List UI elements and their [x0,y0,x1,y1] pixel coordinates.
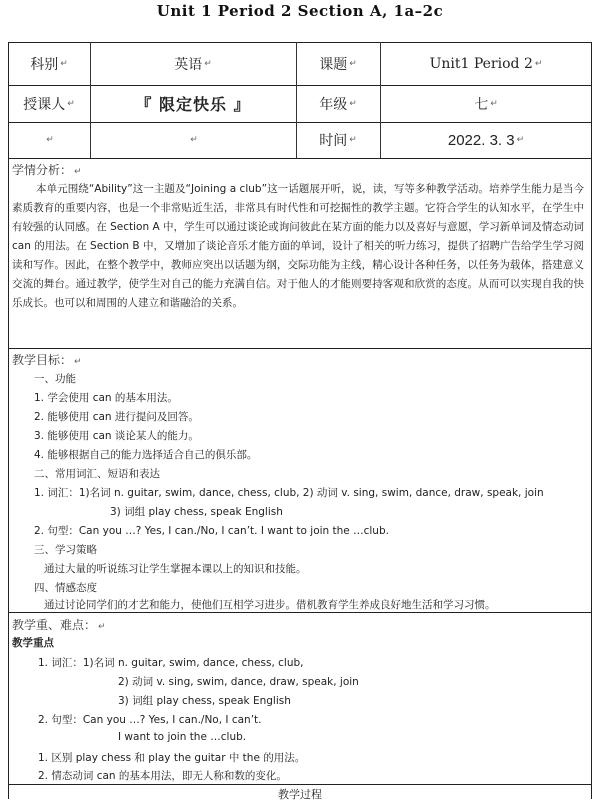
paragraph-mark: ↵ [98,622,106,632]
teacher-value-cell [90,85,296,122]
topic-label: 课题 [319,56,348,73]
topic-value: Unit1 Period 2 [429,55,533,72]
paragraph-mark: ↵ [67,98,75,109]
page-title: Unit 1 Period 2 Section A, 1a–2c [156,2,444,20]
key-points-heading-text: 教学重、难点： [12,618,97,632]
objective-line: 通过讨论同学们的才艺和能力，使他们互相学习进步。借机教育学生养成良好地生活和学习习惯。 [44,599,496,611]
empty-cell [8,122,90,158]
paragraph-mark: ↵ [490,98,498,109]
paragraph-mark: ↵ [74,167,82,177]
key-points-subheading: 教学重点 [12,637,54,649]
key-point-line: 1. 词汇：1)名词 n. guitar, swim, dance, chess, club, [38,657,304,669]
objectives-heading-text: 教学目标： [12,353,73,367]
paragraph-mark: ↵ [46,135,54,145]
objective-line: 2. 能够使用 can 进行提问及回答。 [34,411,199,423]
paragraph-mark: ↵ [349,135,357,145]
paragraph-mark: ↵ [516,135,525,145]
objective-line: 通过大量的听说练习让学生掌握本课以上的知识和技能。 [44,563,307,575]
table-rule [8,784,592,785]
objective-line: 2. 句型：Can you …? Yes, I can./No, I can’t. I want to join the …club. [34,525,389,537]
key-point-line: 2. 情态动词 can 的基本用法，即无人称和数的变化。 [38,770,287,782]
objective-line: 1. 词汇：1)名词 n. guitar, swim, dance, chess, club, 2) 动词 v. sing, swim, dance, draw, speak, join [34,487,544,499]
objective-line: 四、情感态度 [34,582,97,594]
grade-value: 七 [474,96,489,113]
key-point-line: 2) 动词 v. sing, swim, dance, draw, speak, join [118,676,359,688]
paragraph-mark: ↵ [190,135,198,145]
key-point-line: 1. 区别 play chess 和 play the guitar 中 the 的用法。 [38,752,306,764]
objective-line: 3) 词组 play chess, speak English [110,506,283,518]
objective-line: 一、功能 [34,373,76,385]
teacher-value: 『 限定快乐 』 [135,95,251,114]
grade-label: 年级 [319,96,348,113]
objective-line: 3. 能够使用 can 谈论某人的能力。 [34,430,199,442]
subject-value: 英语 [174,56,203,73]
objective-line: 4. 能够根据自己的能力选择适合自己的俱乐部。 [34,449,258,461]
paragraph-mark: ↵ [74,357,82,367]
table-rule [8,612,592,613]
grade-value-cell [380,85,592,122]
paragraph-mark: ↵ [534,58,543,69]
paragraph-mark: ↵ [349,58,357,69]
analysis-text: 本单元围绕“Ability”这一主题及“Joining a club”这一话题展开听，说，读，写等多种教学活动。培养学生能力是当今素质教育的重要内容，也是一个非常贴近生活，非常具有时代性和可挖掘性的教学主题。它符合学生的认知水平，在学生中有较强的认同感。在 Section A 中，学生可以通过谈论或询问彼此在某方面的能力以及喜好与意愿，学习新单词及情态动词 can 的用法。在 Section B 中，又增加了谈论音乐才能方面的单词，设计了相关的听力练习，提供了招聘广告给学生学习阅读和写作。因此，在整个教学中，教师应突出以话题为纲，交际功能为主线，精心设计各种任务，以任务为载体，搭建意义交流的舞台。通过教学，使学生对自己的能力充满自信。对于他人的才能则要持客观和欣赏的态度。从而可以实现自我的快乐成长。也可以和周围的人建立和谐融洽的关系。 [12,183,584,309]
time-value: 2022. 3. 3 [447,131,515,149]
subject-label-cell [8,42,90,85]
empty-cell [90,122,296,158]
teacher-label: 授课人 [23,96,66,113]
paragraph-mark: ↵ [204,58,212,69]
time-value-cell [380,122,592,158]
time-label-cell [296,122,380,158]
key-points-heading [12,616,106,633]
key-point-line: 2. 句型：Can you …? Yes, I can./No, I can’t. [38,714,262,726]
analysis-heading-text: 学情分析： [12,163,73,177]
subject-label: 科别 [30,56,59,73]
paragraph-mark: ↵ [349,98,357,109]
topic-value-cell [380,42,592,85]
objective-line: 三、学习策略 [34,544,97,556]
analysis-heading [12,161,82,178]
objective-line: 二、常用词汇、短语和表达 [34,468,160,480]
objectives-heading [12,351,82,368]
table-rule [8,348,592,349]
paragraph-mark: ↵ [60,58,68,69]
time-label: 时间 [319,133,348,149]
table-rule [8,158,592,159]
objective-line: 1. 学会使用 can 的基本用法。 [34,392,178,404]
topic-label-cell [296,42,380,85]
teacher-label-cell [8,85,90,122]
key-point-line: 3) 词组 play chess, speak English [118,695,291,707]
grade-label-cell [296,85,380,122]
key-point-line: I want to join the …club. [118,731,247,743]
subject-value-cell [90,42,296,85]
process-heading: 教学过程 [278,788,322,801]
